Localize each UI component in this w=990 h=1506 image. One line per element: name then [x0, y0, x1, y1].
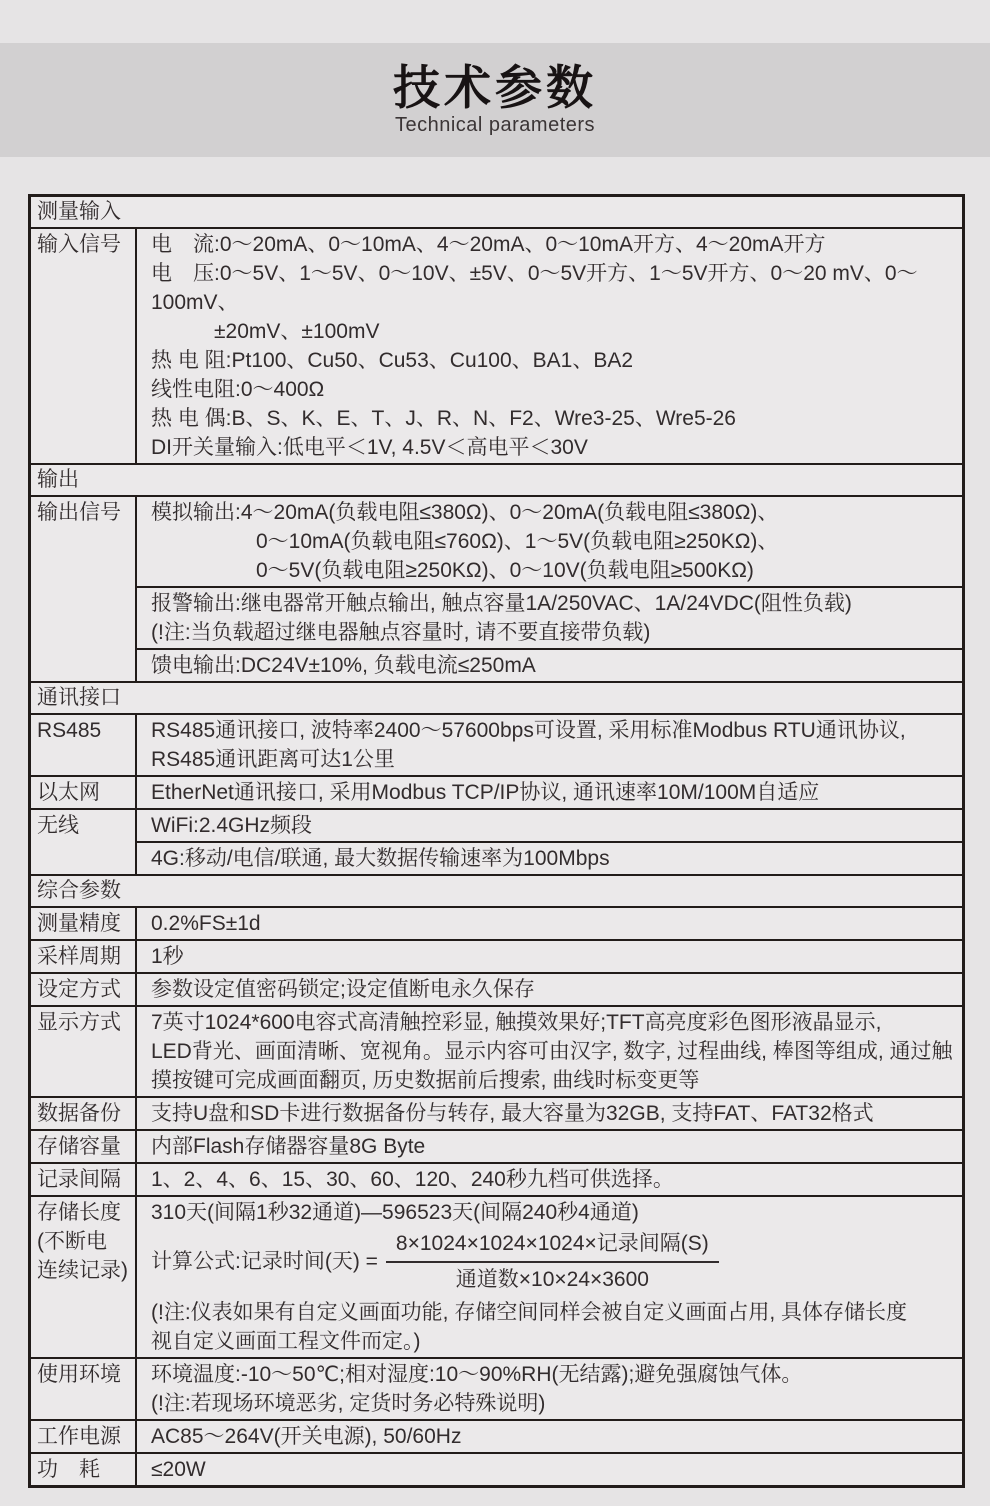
row-label: 记录间隔: [31, 1164, 137, 1195]
spec-line: 内部Flash存储器容量8G Byte: [151, 1135, 426, 1158]
row-label: 工作电源: [31, 1421, 137, 1452]
row-label: 测量精度: [31, 908, 137, 939]
row-label: 无线: [31, 810, 137, 874]
spec-line: 1秒: [151, 945, 184, 968]
section-label: 测量输入: [37, 200, 121, 223]
spec-line: 0～5V(负载电阻≥250KΩ)、0～10V(负载电阻≥500KΩ): [151, 559, 754, 582]
table-row: [31, 1357, 962, 1419]
row-label: 功 耗: [31, 1454, 137, 1485]
page-subtitle: Technical parameters: [394, 113, 596, 136]
row-content: [137, 810, 962, 874]
fraction: [386, 1230, 719, 1294]
row-label: 采样周期: [31, 941, 137, 972]
spec-block: [137, 1421, 962, 1452]
table-row: [31, 1096, 962, 1129]
page-title: 技术参数: [393, 61, 597, 115]
spec-line: 4G:移动/电信/联通, 最大数据传输速率为100Mbps: [151, 847, 610, 870]
row-label: 以太网: [31, 777, 137, 808]
row-content: [137, 777, 962, 808]
spec-line: 支持U盘和SD卡进行数据备份与转存, 最大容量为32GB, 支持FAT、FAT32格式: [151, 1102, 874, 1125]
spec-block: [137, 1007, 962, 1096]
spec-block: [137, 1359, 962, 1419]
row-content: [137, 1421, 962, 1452]
row-content: [137, 1454, 962, 1485]
spec-line: 模拟输出:4～20mA(负载电阻≤380Ω)、0～20mA(负载电阻≤380Ω)、: [151, 501, 779, 524]
section-label: 综合参数: [37, 879, 121, 902]
row-label: 输入信号: [31, 229, 137, 463]
section-row: [31, 197, 962, 227]
spec-block: [137, 497, 962, 586]
spec-line: 310天(间隔1秒32通道)—596523天(间隔240秒4通道): [151, 1201, 639, 1224]
table-row: [31, 227, 962, 463]
table-row: [31, 713, 962, 775]
storage-formula: [151, 1230, 954, 1294]
row-content: [137, 1131, 962, 1162]
spec-block: [137, 715, 962, 775]
row-content: [137, 941, 962, 972]
spec-table: [28, 194, 965, 1488]
section-label: 输出: [37, 468, 79, 491]
table-row: [31, 1452, 962, 1485]
spec-line: 7英寸1024*600电容式高清触控彩显, 触摸效果好;TFT高亮度彩色图形液晶显示,: [151, 1011, 882, 1034]
table-row: [31, 1195, 962, 1357]
spec-line: EtherNet通讯接口, 采用Modbus TCP/IP协议, 通讯速率10M/100M自适应: [151, 781, 820, 804]
fraction-numerator: 8×1024×1024×1024×记录间隔(S): [386, 1230, 719, 1263]
row-content: [137, 1164, 962, 1195]
spec-block: [137, 908, 962, 939]
spec-line: ±20mV、±100mV: [151, 320, 380, 343]
spec-line: 0～10mA(负载电阻≤760Ω)、1～5V(负载电阻≥250KΩ)、: [151, 530, 779, 553]
spec-block: [137, 777, 962, 808]
spec-block: [137, 974, 962, 1005]
spec-line: (!注:当负载超过继电器触点容量时, 请不要直接带负载): [151, 621, 651, 644]
spec-line: DI开关量输入:低电平＜1V, 4.5V＜高电平＜30V: [151, 436, 588, 459]
table-row: [31, 1162, 962, 1195]
row-label: 数据备份: [31, 1098, 137, 1129]
spec-line: 线性电阻:0～400Ω: [151, 378, 325, 401]
row-label: RS485: [31, 715, 137, 775]
spec-block: [137, 1197, 962, 1357]
spec-line: 0.2%FS±1d: [151, 912, 261, 935]
section-row: [31, 874, 962, 906]
spec-line: 摸按键可完成画面翻页, 历史数据前后搜索, 曲线时标变更等: [151, 1069, 700, 1092]
spec-block: [137, 810, 962, 841]
formula-prefix: 计算公式:记录时间(天) =: [151, 1250, 378, 1273]
row-content: [137, 497, 962, 681]
row-content: [137, 1359, 962, 1419]
section-row: [31, 463, 962, 495]
spec-line: 参数设定值密码锁定;设定值断电永久保存: [151, 978, 535, 1001]
spec-line: RS485通讯距离可达1公里: [151, 748, 395, 771]
spec-line: 视自定义画面工程文件而定。): [151, 1330, 421, 1353]
spec-block: [137, 1131, 962, 1162]
row-label: 显示方式: [31, 1007, 137, 1096]
spec-line: 环境温度:-10～50℃;相对湿度:10～90%RH(无结露);避免强腐蚀气体。: [151, 1363, 803, 1386]
spec-line: RS485通讯接口, 波特率2400～57600bps可设置, 采用标准Modbus RTU通讯协议,: [151, 719, 906, 742]
row-content: [137, 715, 962, 775]
spec-line: 馈电输出:DC24V±10%, 负载电流≤250mA: [151, 654, 536, 677]
row-content: [137, 1197, 962, 1357]
spec-line: (!注:仪表如果有自定义画面功能, 存储空间同样会被自定义画面占用, 具体存储长度: [151, 1301, 907, 1324]
row-content: [137, 1007, 962, 1096]
row-content: [137, 908, 962, 939]
table-row: [31, 808, 962, 874]
table-row: [31, 972, 962, 1005]
row-label: 存储容量: [31, 1131, 137, 1162]
table-row: [31, 775, 962, 808]
spec-line: LED背光、画面清晰、宽视角。显示内容可由汉字, 数字, 过程曲线, 棒图等组成, 通过触: [151, 1040, 953, 1063]
spec-line: 电 流:0～20mA、0～10mA、4～20mA、0～10mA开方、4～20mA开方: [151, 233, 826, 256]
spec-line: 热 电 偶:B、S、K、E、T、J、R、N、F2、Wre3-25、Wre5-26: [151, 407, 736, 430]
spec-block: [137, 1454, 962, 1485]
row-content: [137, 1098, 962, 1129]
spec-line: 报警输出:继电器常开触点输出, 触点容量1A/250VAC、1A/24VDC(阻性负载): [151, 592, 852, 615]
table-row: [31, 1129, 962, 1162]
fraction-denominator: 通道数×10×24×3600: [455, 1268, 649, 1291]
spec-block: [137, 1098, 962, 1129]
spec-block: [137, 941, 962, 972]
spec-line: AC85～264V(开关电源), 50/60Hz: [151, 1425, 462, 1448]
spec-line: (!注:若现场环境恶劣, 定货时务必特殊说明): [151, 1392, 546, 1415]
row-label: 存储长度 (不断电 连续记录): [31, 1197, 137, 1357]
table-row: [31, 495, 962, 681]
section-row: [31, 681, 962, 713]
table-row: [31, 1419, 962, 1452]
table-row: [31, 939, 962, 972]
title-banner: [0, 43, 990, 157]
spec-line: 1、2、4、6、15、30、60、120、240秒九档可供选择。: [151, 1168, 674, 1191]
section-label: 通讯接口: [37, 686, 121, 709]
row-label: 输出信号: [31, 497, 137, 681]
table-row: [31, 1005, 962, 1096]
row-label: 设定方式: [31, 974, 137, 1005]
spec-block: [137, 229, 962, 463]
spec-block: [137, 841, 962, 874]
spec-line: 电 压:0～5V、1～5V、0～10V、±5V、0～5V开方、1～5V开方、0～20 mV、0～100mV、: [151, 262, 918, 314]
row-content: [137, 974, 962, 1005]
spec-block: [137, 586, 962, 648]
spec-line: 热 电 阻:Pt100、Cu50、Cu53、Cu100、BA1、BA2: [151, 349, 634, 372]
spec-block: [137, 1164, 962, 1195]
row-label: 使用环境: [31, 1359, 137, 1419]
spec-block: [137, 648, 962, 681]
spec-line: ≤20W: [151, 1458, 206, 1481]
spec-line: WiFi:2.4GHz频段: [151, 814, 313, 837]
row-content: [137, 229, 962, 463]
table-row: [31, 906, 962, 939]
